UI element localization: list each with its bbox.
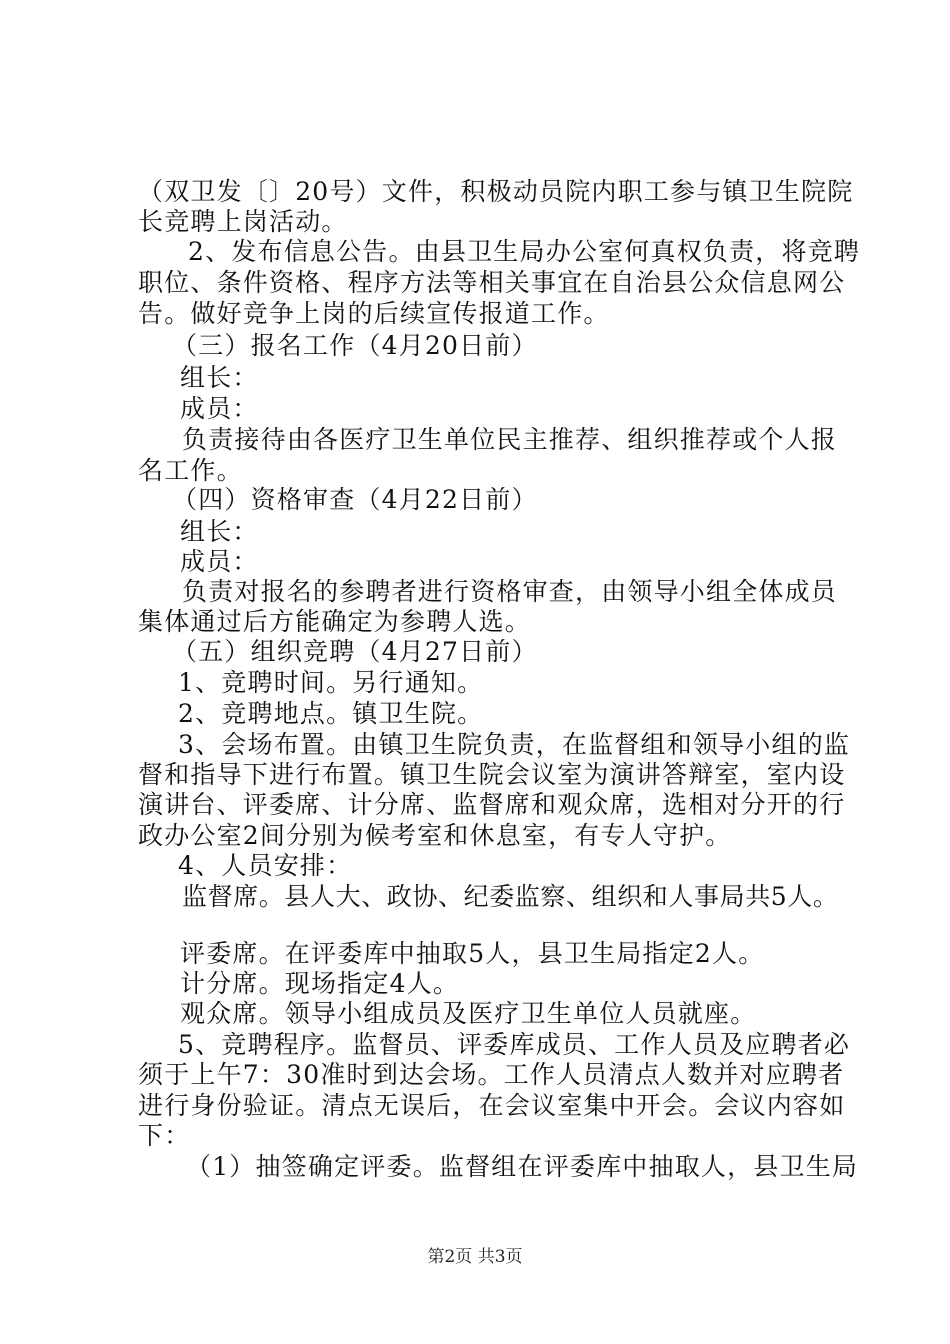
body-line-25: 评委席。在评委库中抽取5人，县卫生局指定2人。	[180, 939, 765, 968]
body-line-26: 计分席。现场指定4人。	[180, 969, 460, 998]
body-line-19: 3、会场布置。由镇卫生院负责，在监督组和领导小组的监	[178, 730, 851, 759]
body-line-28: 5、竞聘程序。监督员、评委库成员、工作人员及应聘者必	[178, 1030, 851, 1059]
body-line-21: 演讲台、评委席、计分席、监督席和观众席，选相对分开的行	[138, 790, 846, 819]
body-line-2: 长竞聘上岗活动。	[138, 207, 348, 236]
body-line-13: 成员：	[180, 547, 259, 576]
body-line-8: 成员：	[180, 394, 259, 423]
body-line-7: 组长：	[180, 363, 259, 392]
section-heading-5: （五）组织竞聘（4月27日前）	[172, 637, 538, 666]
body-line-24: 监督席。县人大、政协、纪委监察、组织和人事局共5人。	[182, 882, 839, 911]
body-line-29: 须于上午7：30准时到达会场。工作人员清点人数并对应聘者	[138, 1060, 845, 1089]
body-line-9: 负责接待由各医疗卫生单位民主推荐、组织推荐或个人报	[182, 425, 838, 454]
body-line-10: 名工作。	[138, 456, 243, 485]
body-line-5: 告。做好竞争上岗的后续宣传报道工作。	[138, 299, 610, 328]
body-line-18: 2、竞聘地点。镇卫生院。	[178, 699, 484, 728]
body-line-23: 4、人员安排：	[178, 851, 353, 880]
section-heading-3: （三）报名工作（4月20日前）	[172, 331, 538, 360]
page-number-footer: 第2页 共3页	[427, 1247, 523, 1267]
body-line-20: 督和指导下进行布置。镇卫生院会议室为演讲答辩室，室内设	[138, 760, 846, 789]
body-line-4: 职位、条件资格、程序方法等相关事宜在自治县公众信息网公	[138, 268, 846, 297]
body-line-27: 观众席。领导小组成员及医疗卫生单位人员就座。	[180, 999, 757, 1028]
body-line-15: 集体通过后方能确定为参聘人选。	[138, 607, 532, 636]
section-heading-4: （四）资格审查（4月22日前）	[172, 485, 538, 514]
body-line-30: 进行身份验证。清点无误后，在会议室集中开会。会议内容如	[138, 1091, 846, 1120]
body-line-12: 组长：	[180, 517, 259, 546]
body-line-32: （1）抽签确定评委。监督组在评委库中抽取人，县卫生局	[186, 1152, 859, 1181]
body-line-31: 下：	[138, 1121, 191, 1150]
body-line-17: 1、竞聘时间。另行通知。	[178, 668, 484, 697]
body-line-14: 负责对报名的参聘者进行资格审查，由领导小组全体成员	[182, 577, 838, 606]
body-line-3: 2、发布信息公告。由县卫生局办公室何真权负责，将竞聘	[188, 237, 861, 266]
body-line-1: （双卫发〔〕20号）文件，积极动员院内职工参与镇卫生院院	[138, 177, 854, 206]
body-line-22: 政办公室2间分别为候考室和休息室，有专人守护。	[138, 821, 732, 850]
